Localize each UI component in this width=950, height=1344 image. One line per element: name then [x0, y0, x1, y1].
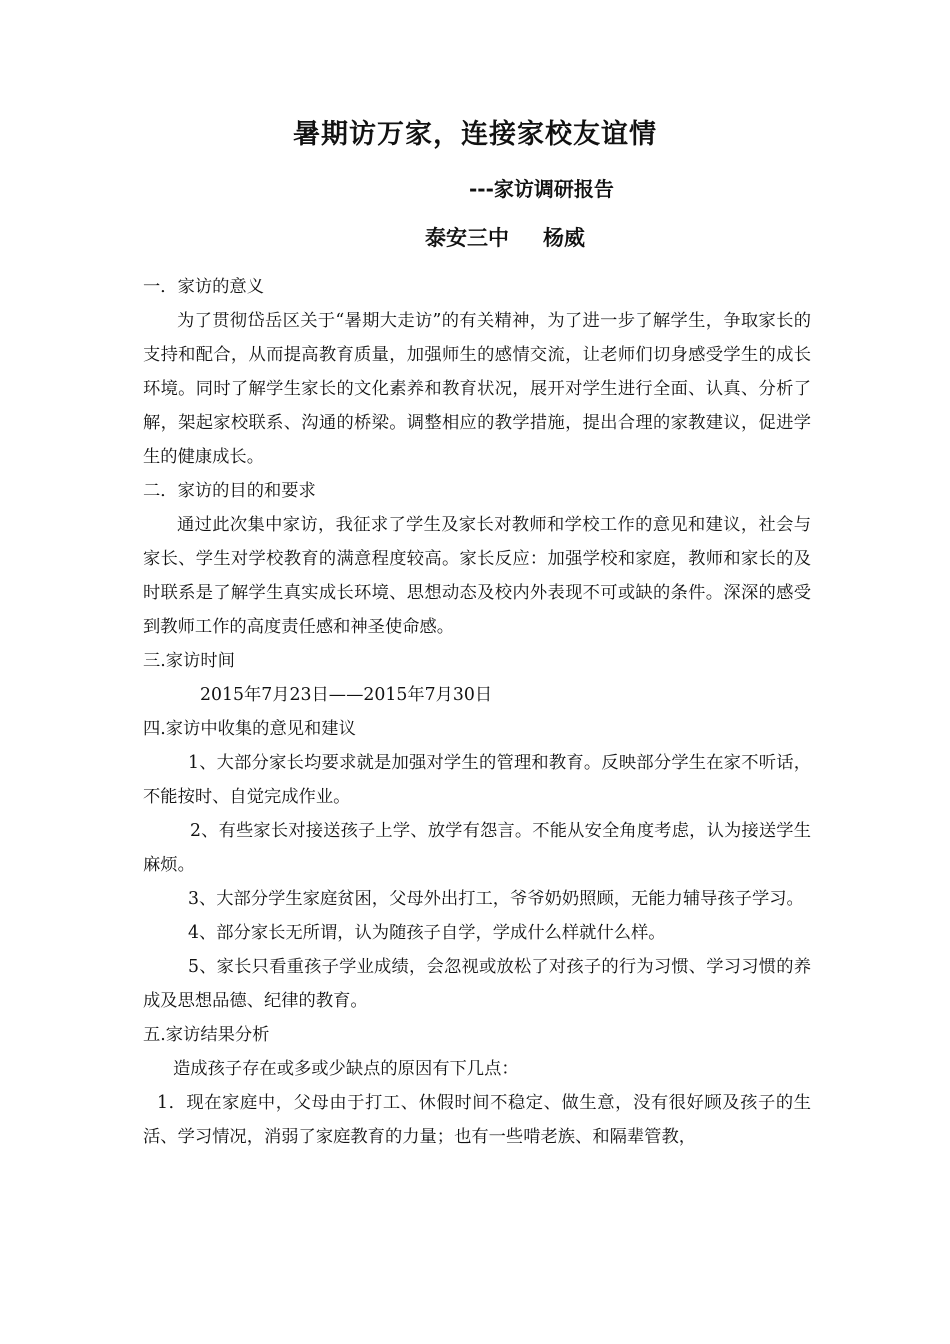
section-heading: 五.家访结果分析 — [143, 1025, 270, 1045]
paragraph: 通过此次集中家访，我征求了学生及家长对教师和学校工作的意见和建议，社会与家长、学生对学校教育的满意程度较高。家长反应：加强学校和家庭，教师和家长的及时联系是了解学生真实成长环境、思想动态及校内外表现不可或缺的条件。深深的感受到教师工作的高度责任感和神圣使命感。 — [143, 515, 811, 637]
section-heading: 三.家访时间 — [143, 651, 235, 671]
list-item: 5、家长只看重孩子学业成绩，会忽视或放松了对孩子的行为习惯、学习习惯的养成及思想品德、纪律的教育。 — [143, 957, 811, 1011]
list-item: 1、大部分家长均要求就是加强对学生的管理和教育。反映部分学生在家不听话，不能按时、自觉完成作业。 — [143, 753, 811, 807]
section-heading: 一．家访的意义 — [143, 277, 264, 297]
list-item: 1．现在家庭中，父母由于打工、休假时间不稳定、做生意，没有很好顾及孩子的生活、学习情况，消弱了家庭教育的力量；也有一些啃老族、和隔辈管教， — [143, 1093, 811, 1147]
paragraph: 为了贯彻岱岳区关于“暑期大走访”的有关精神，为了进一步了解学生，争取家长的支持和配合，从而提高教育质量，加强师生的感情交流，让老师们切身感受学生的成长环境。同时了解学生家长的文化素养和教育状况，展开对学生进行全面、认真、分析了解，架起家校联系、沟通的桥梁。调整相应的教学措施，提出合理的家教建议，促进学生的健康成长。 — [143, 311, 811, 467]
author-name: 杨威 — [543, 226, 585, 250]
section-heading: 四.家访中收集的意见和建议 — [143, 719, 356, 739]
author-school: 泰安三中 — [425, 226, 509, 250]
document-subtitle: ---家访调研报告 — [469, 177, 614, 201]
section-heading: 二．家访的目的和要求 — [143, 481, 316, 501]
paragraph: 造成孩子存在或多或少缺点的原因有下几点： — [173, 1059, 519, 1079]
list-item: 4、部分家长无所谓，认为随孩子自学，学成什么样就什么样。 — [188, 923, 666, 943]
list-item: 2、有些家长对接送孩子上学、放学有怨言。不能从安全角度考虑，认为接送学生麻烦。 — [143, 821, 811, 875]
document-title: 暑期访万家，连接家校友谊情 — [293, 119, 657, 150]
visit-dates: 2015年7月23日——2015年7月30日 — [200, 685, 493, 705]
document-body — [143, 270, 811, 1154]
list-item: 3、大部分学生家庭贫困，父母外出打工，爷爷奶奶照顾，无能力辅导孩子学习。 — [188, 889, 804, 909]
author-line — [425, 222, 585, 252]
